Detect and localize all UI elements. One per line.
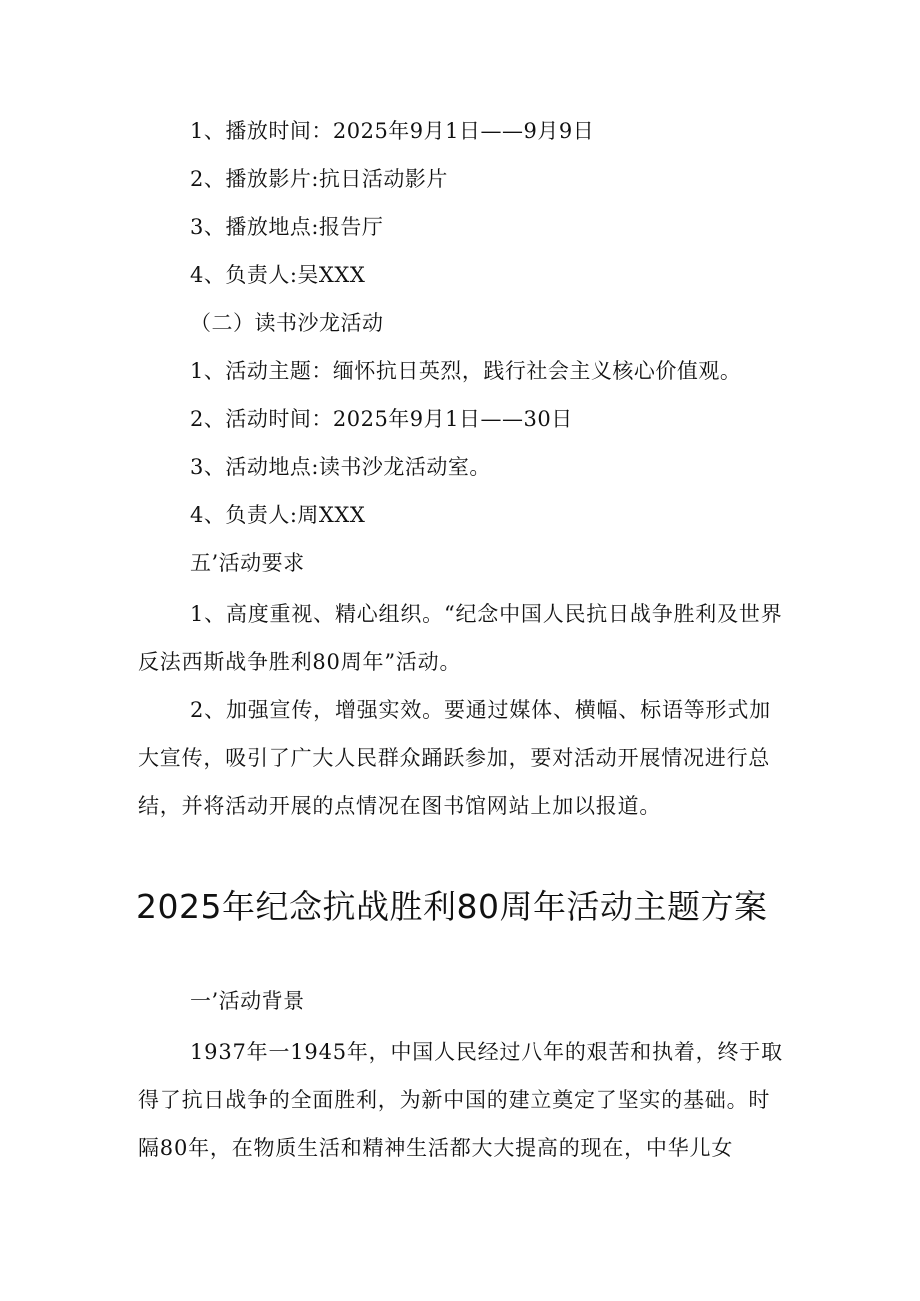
requirement-paragraph-2: 2、加强宣传，增强实效。要通过媒体、横幅、标语等形式加大宣传，吸引了广大人民群众踊跃参加，要对活动开展情况进行总结，并将活动开展的点情况在图书馆网站上加以报道。 — [138, 698, 771, 818]
screening-location-line: 3、播放地点:报告厅 — [190, 215, 384, 239]
background-paragraph: 1937年一1945年，中国人民经过八年的艰苦和执着，终于取得了抗日战争的全面胜利，为新中国的建立奠定了坚实的基础。时隔80年，在物质生活和精神生活都大大提高的现在，中华儿女 — [138, 1040, 783, 1160]
requirements-heading: 五’活动要求 — [190, 551, 305, 575]
salon-theme-line: 1、活动主题：缅怀抗日英烈，践行社会主义核心价值观。 — [190, 359, 742, 383]
document-title: 2025年纪念抗战胜利80周年活动主题方案 — [136, 887, 768, 926]
salon-time-line: 2、活动时间：2025年9月1日——30日 — [190, 407, 573, 431]
screening-owner-line: 4、负责人:吴XXX — [190, 263, 366, 287]
salon-location-line: 3、活动地点:读书沙龙活动室。 — [190, 455, 491, 479]
salon-owner-line: 4、负责人:周XXX — [190, 503, 366, 527]
screening-time-line: 1、播放时间：2025年9月1日——9月9日 — [190, 119, 595, 143]
background-heading: 一’活动背景 — [190, 989, 305, 1013]
requirement-paragraph-1: 1、高度重视、精心组织。“纪念中国人民抗日战争胜利及世界反法西斯战争胜利80周年”活动。 — [138, 602, 783, 674]
reading-salon-heading: （二）读书沙龙活动 — [190, 311, 384, 335]
screening-film-line: 2、播放影片:抗日活动影片 — [190, 167, 448, 191]
